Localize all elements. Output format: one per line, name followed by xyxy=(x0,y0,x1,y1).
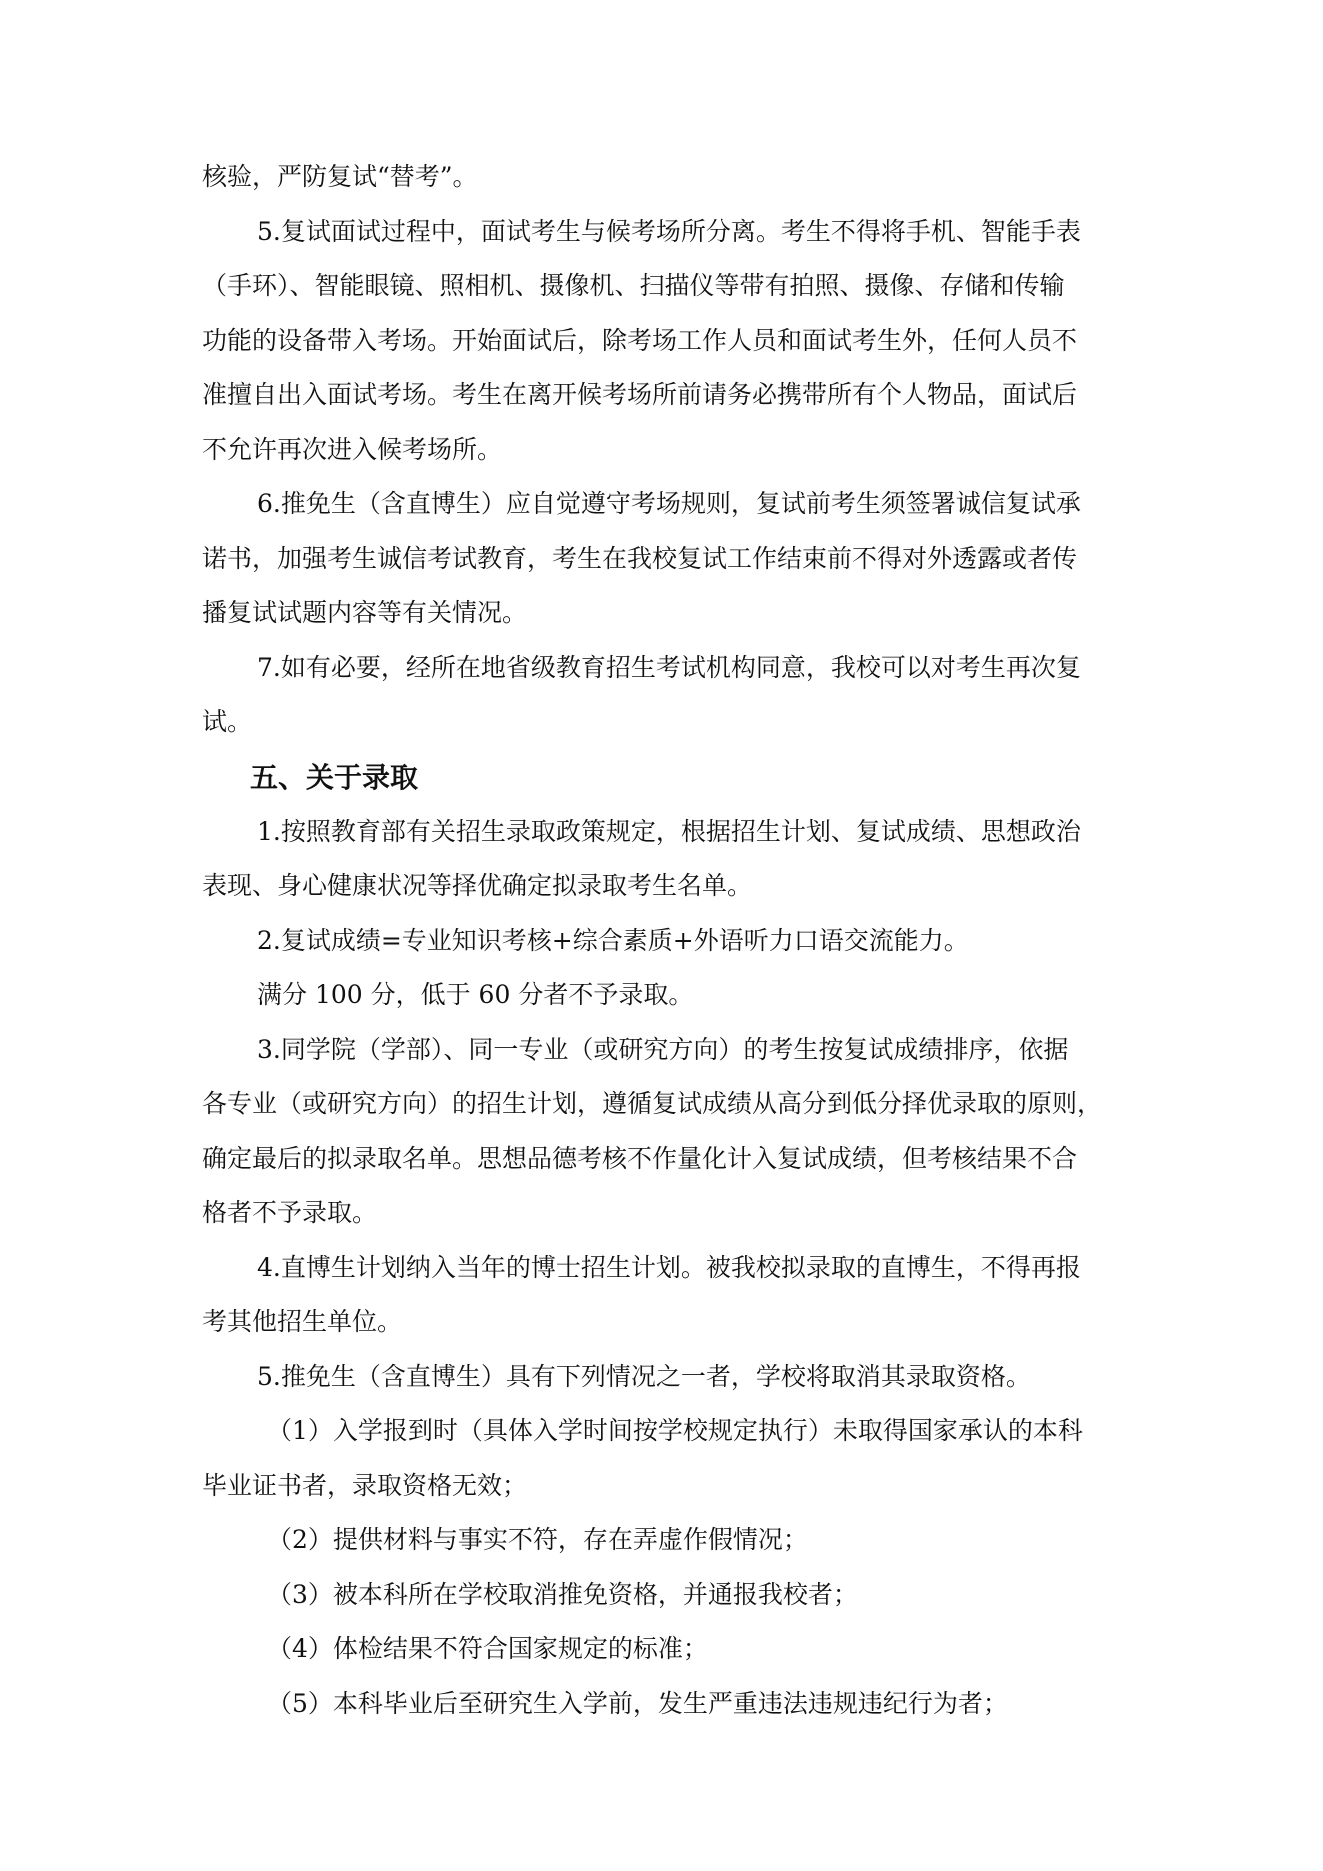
list-item-line: （2）提供材料与事实不符，存在弄虚作假情况； xyxy=(267,1525,808,1554)
paragraph-line: 格者不予录取。 xyxy=(202,1198,378,1227)
paragraph-line: 2.复试成绩=专业知识考核+综合素质+外语听力口语交流能力。 xyxy=(257,926,969,955)
paragraph-line: 考其他招生单位。 xyxy=(202,1307,403,1336)
paragraph-line: 表现、身心健康状况等择优确定拟录取考生名单。 xyxy=(202,871,753,900)
paragraph-line: 确定最后的拟录取名单。思想品德考核不作量化计入复试成绩，但考核结果不合 xyxy=(202,1144,1078,1173)
paragraph-line: 试。 xyxy=(202,707,253,736)
paragraph-line: 5.复试面试过程中，面试考生与候考场所分离。考生不得将手机、智能手表 xyxy=(257,217,1081,246)
paragraph-line: 满分 100 分，低于 60 分者不予录取。 xyxy=(257,980,694,1009)
paragraph-line: 1.按照教育部有关招生录取政策规定，根据招生计划、复试成绩、思想政治 xyxy=(257,817,1081,846)
paragraph-line: 6.推免生（含直博生）应自觉遵守考场规则，复试前考生须签署诚信复试承 xyxy=(257,489,1081,518)
paragraph-line: 诺书，加强考生诚信考试教育，考生在我校复试工作结束前不得对外透露或者传 xyxy=(202,544,1078,573)
paragraph-line: 播复试试题内容等有关情况。 xyxy=(202,598,528,627)
list-item-line: （5）本科毕业后至研究生入学前，发生严重违法违规违纪行为者； xyxy=(267,1689,1008,1718)
list-item-line: 毕业证书者，录取资格无效； xyxy=(202,1471,528,1500)
section-heading: 五、关于录取 xyxy=(250,761,419,794)
paragraph-line: 核验，严防复试“替考”。 xyxy=(202,162,478,191)
paragraph-line: （手环）、智能眼镜、照相机、摄像机、扫描仪等带有拍照、摄像、存储和传输 xyxy=(202,271,1065,300)
paragraph-line: 各专业（或研究方向）的招生计划，遵循复试成绩从高分到低分择优录取的原则， xyxy=(202,1089,1103,1118)
paragraph-line: 功能的设备带入考场。开始面试后，除考场工作人员和面试考生外，任何人员不 xyxy=(202,326,1078,355)
list-item-line: （4）体检结果不符合国家规定的标准； xyxy=(267,1634,708,1663)
paragraph-line: 7.如有必要，经所在地省级教育招生考试机构同意，我校可以对考生再次复 xyxy=(257,653,1081,682)
list-item-line: （1）入学报到时（具体入学时间按学校规定执行）未取得国家承认的本科 xyxy=(267,1416,1083,1445)
paragraph-line: 3.同学院（学部）、同一专业（或研究方向）的考生按复试成绩排序，依据 xyxy=(257,1035,1069,1064)
list-item-line: （3）被本科所在学校取消推免资格，并通报我校者； xyxy=(267,1580,858,1609)
paragraph-line: 准擅自出入面试考场。考生在离开候考场所前请务必携带所有个人物品，面试后 xyxy=(202,380,1078,409)
paragraph-line: 5.推免生（含直博生）具有下列情况之一者，学校将取消其录取资格。 xyxy=(257,1362,1031,1391)
paragraph-line: 不允许再次进入候考场所。 xyxy=(202,435,503,464)
paragraph-line: 4.直博生计划纳入当年的博士招生计划。被我校拟录取的直博生，不得再报 xyxy=(257,1253,1081,1282)
